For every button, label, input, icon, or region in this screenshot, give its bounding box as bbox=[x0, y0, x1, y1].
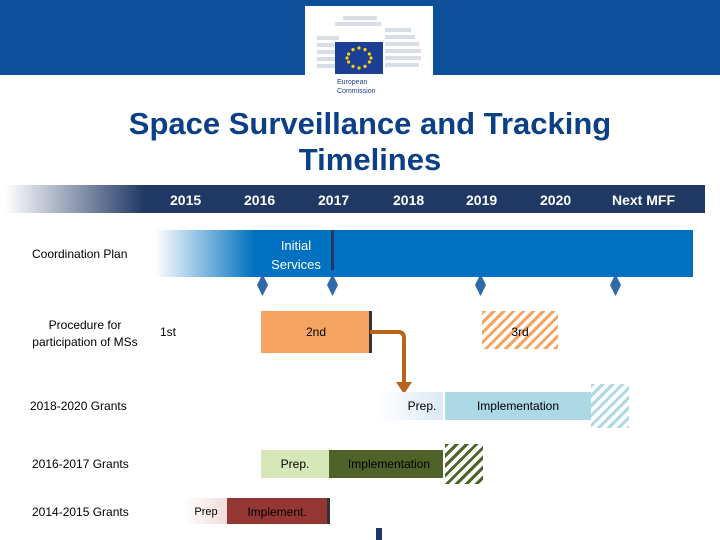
grants-2014-implementation-label: Implement. bbox=[247, 505, 307, 519]
initial-services-label: Initial Services bbox=[271, 238, 321, 272]
year-2017: 2017 bbox=[318, 192, 350, 208]
row-label-coordination-plan: Coordination Plan bbox=[32, 247, 128, 261]
procedure-1st-label: 1st bbox=[160, 325, 177, 339]
year-2018: 2018 bbox=[393, 192, 425, 208]
procedure-2nd-label: 2nd bbox=[305, 325, 327, 339]
milestone-diamond bbox=[327, 274, 338, 296]
title-line-1: Space Surveillance and Tracking bbox=[128, 106, 612, 141]
grants-2016-prep-label: Prep. bbox=[280, 457, 310, 471]
milestone-diamond bbox=[610, 274, 621, 296]
initial-services-fade bbox=[155, 230, 255, 277]
grants-2014-end bbox=[327, 498, 330, 524]
milestone-diamond bbox=[475, 274, 486, 296]
procedure-3rd-label: 3rd bbox=[511, 325, 529, 339]
year-next-mff: Next MFF bbox=[612, 192, 675, 208]
year-2015: 2015 bbox=[170, 192, 202, 208]
grants-2018-implementation-label: Implementation bbox=[476, 399, 560, 413]
grants-2016-hatched-extension bbox=[445, 444, 483, 484]
bottom-marker bbox=[376, 528, 382, 540]
european-commission-logo bbox=[305, 6, 433, 102]
connector-arrow bbox=[368, 324, 416, 396]
row-label-grants-2018-2020: 2018-2020 Grants bbox=[30, 399, 127, 413]
year-2020: 2020 bbox=[540, 192, 572, 208]
grants-2016-implementation-label: Implementation bbox=[347, 457, 431, 471]
grants-2018-prep-label: Prep. bbox=[407, 399, 437, 413]
row-label-procedure: Procedure for participation of MSs bbox=[32, 318, 138, 349]
svg-text:European: European bbox=[337, 79, 368, 86]
timeline-axis bbox=[5, 185, 705, 213]
year-2016: 2016 bbox=[244, 192, 276, 208]
milestone-diamond bbox=[257, 274, 268, 296]
year-2019: 2019 bbox=[466, 192, 498, 208]
grants-2014-prep-label: Prep bbox=[194, 506, 218, 518]
row-label-grants-2014-2015: 2014-2015 Grants bbox=[32, 505, 129, 519]
title-line-2: Timelines bbox=[298, 142, 442, 177]
grants-2018-hatched-extension bbox=[591, 384, 629, 428]
svg-text:Commission: Commission bbox=[337, 88, 376, 95]
row-label-grants-2016-2017: 2016-2017 Grants bbox=[32, 457, 129, 471]
slide-title bbox=[60, 106, 680, 178]
